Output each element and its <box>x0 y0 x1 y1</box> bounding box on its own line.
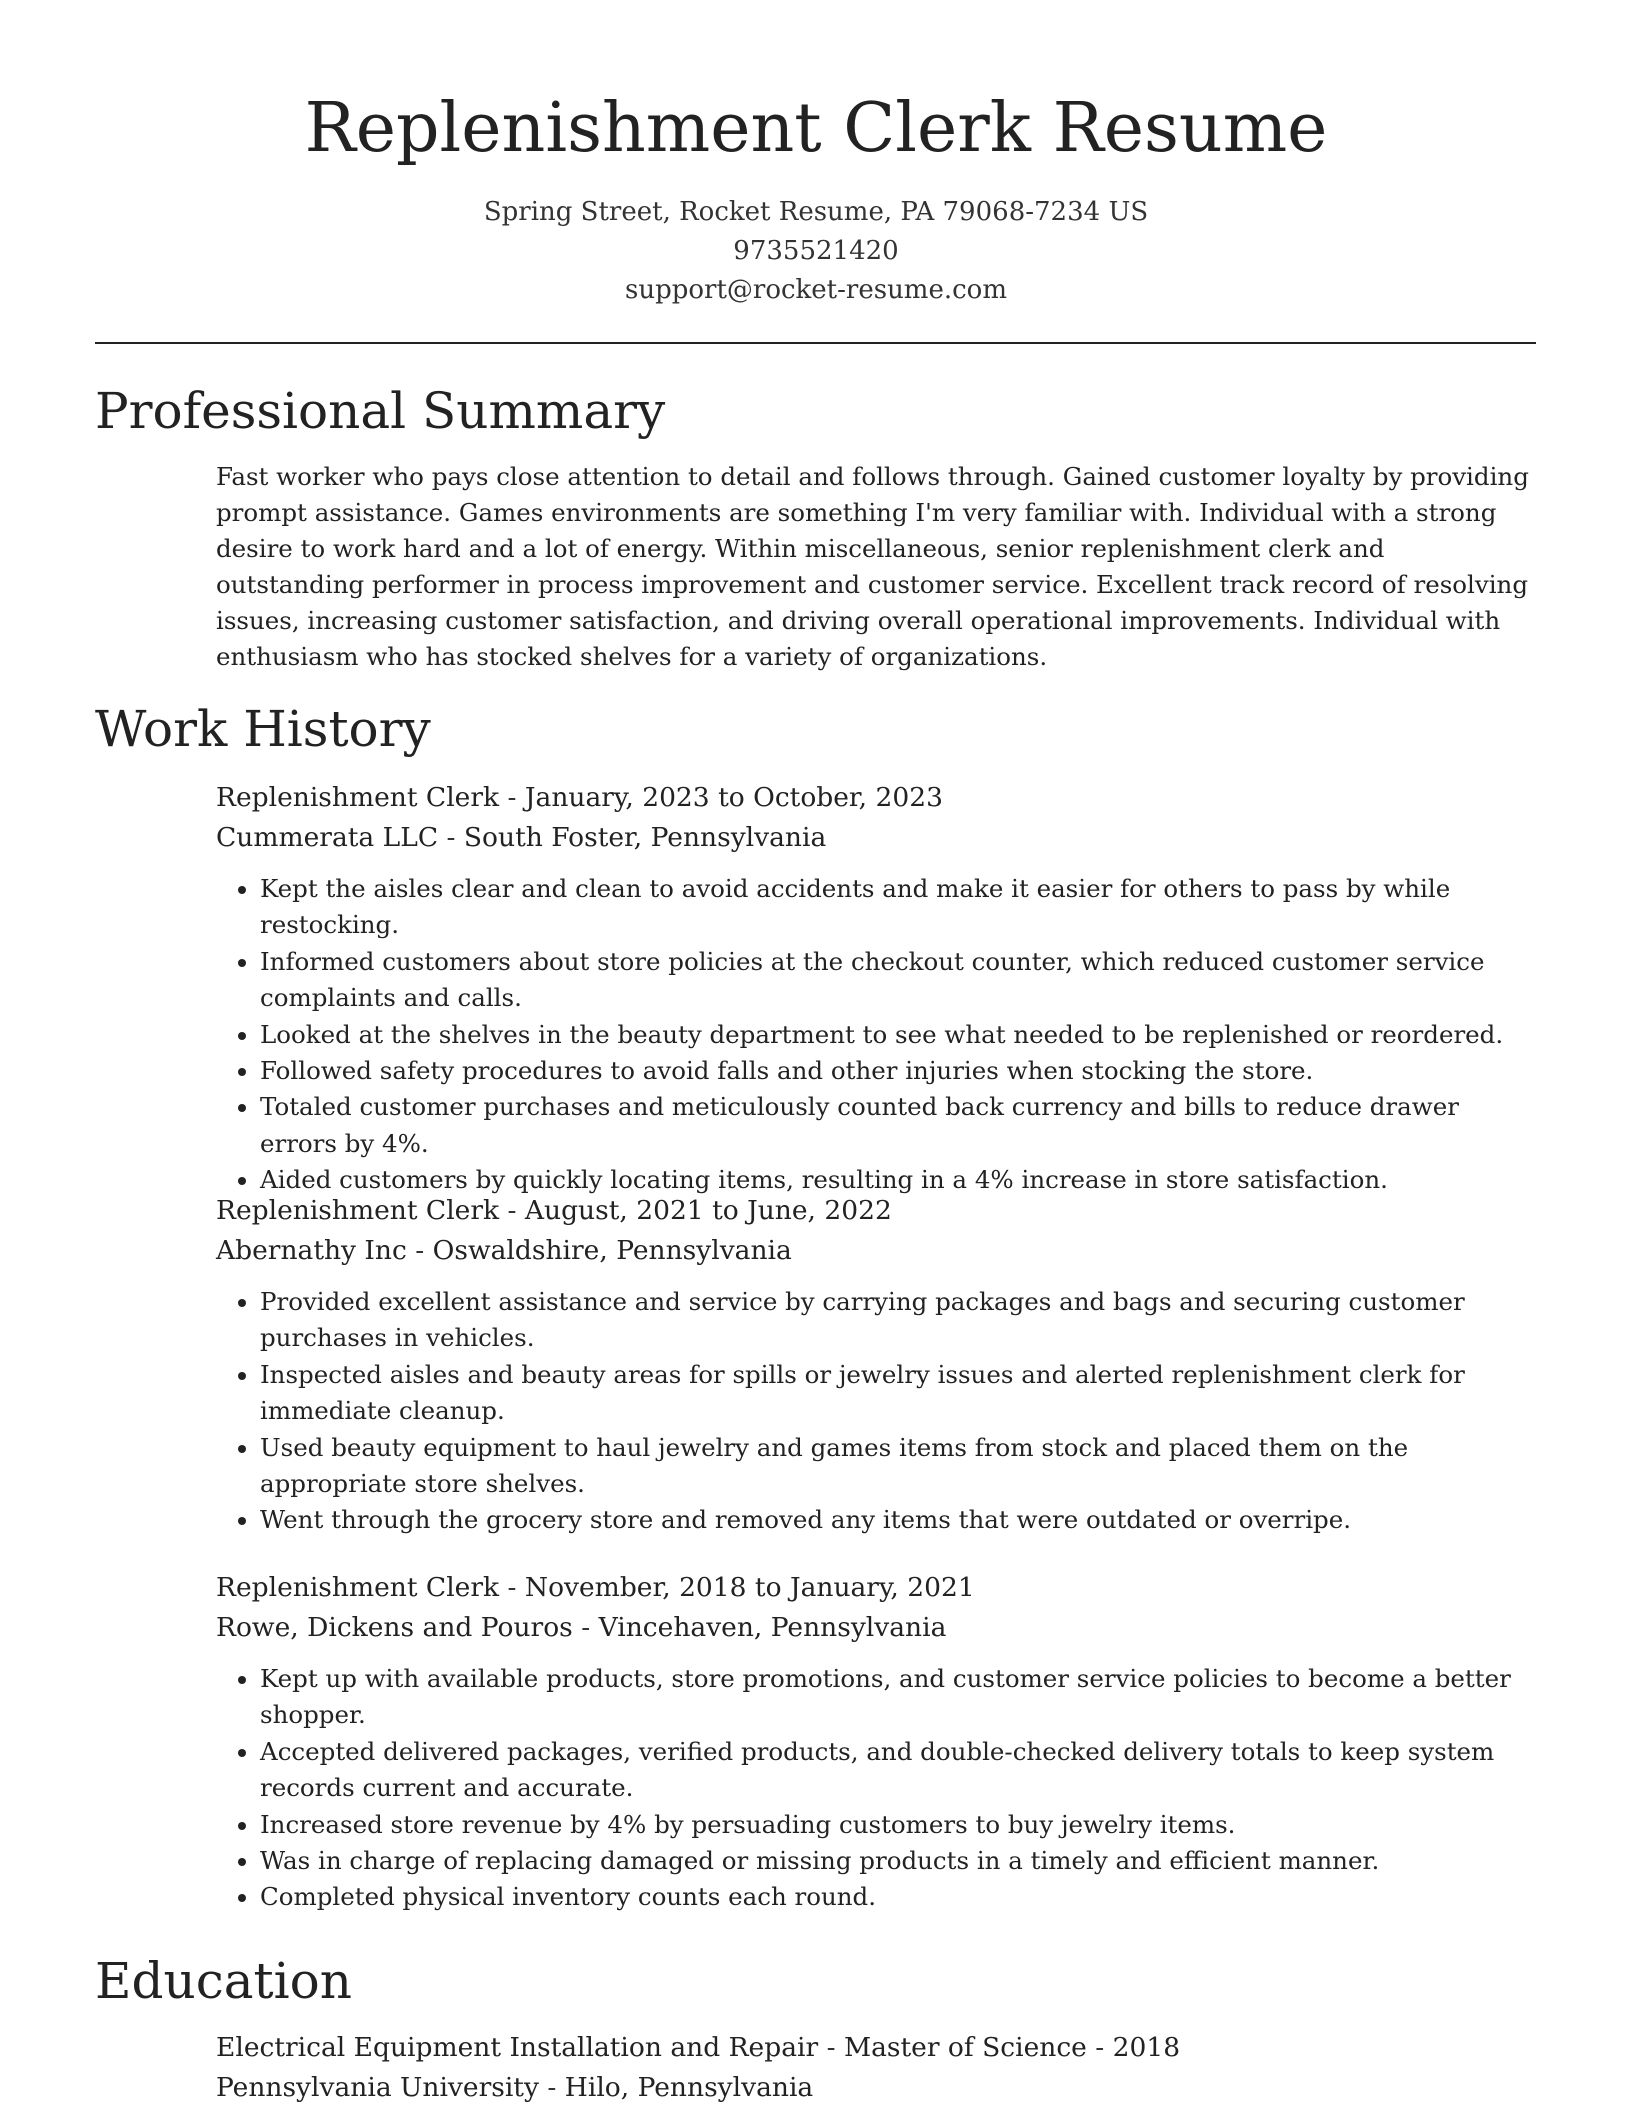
job-title-line <box>216 778 1536 818</box>
job-entry <box>216 778 1536 1199</box>
job-title-line <box>216 1568 1536 1608</box>
header-divider <box>95 342 1536 344</box>
summary-heading: Professional Summary <box>95 382 666 440</box>
degree-type: Master of Science <box>843 2032 1087 2063</box>
job-duties-list <box>216 1284 1536 1539</box>
job-dates: January, 2023 to October, 2023 <box>524 782 943 813</box>
school-location: Hilo, Pennsylvania <box>564 2071 814 2103</box>
list-item: • Completed physical inventory counts each round. <box>260 1879 1536 1915</box>
job-dates: November, 2018 to January, 2021 <box>524 1572 975 1603</box>
separator: - <box>1086 2032 1113 2063</box>
job-company-line <box>216 1608 1536 1648</box>
job-dates: August, 2021 to June, 2022 <box>524 1195 892 1226</box>
job-company: Cummerata LLC <box>216 821 439 853</box>
separator: - <box>499 782 525 813</box>
degree-year: 2018 <box>1112 2032 1181 2063</box>
job-company-line <box>216 818 1536 858</box>
list-item: • Kept the aisles clear and clean to avoid accidents and make it easier for others to pass by while restocking. <box>260 871 1536 944</box>
job-entry <box>216 1191 1536 1539</box>
list-item: • Was in charge of replacing damaged or missing products in a timely and efficient manner. <box>260 1843 1536 1879</box>
job-title-line <box>216 1191 1536 1231</box>
address: Spring Street, Rocket Resume, PA 79068-7234 US <box>483 197 1149 227</box>
separator: - <box>818 2032 844 2063</box>
education-heading: Education <box>95 1952 352 2010</box>
separator: - <box>438 821 464 853</box>
phone-number: 9735521420 <box>733 236 899 266</box>
degree-field: Electrical Equipment Installation and Repair <box>216 2032 819 2063</box>
job-location: South Foster, Pennsylvania <box>463 821 827 853</box>
separator: - <box>406 1234 433 1266</box>
job-company: Rowe, Dickens and Pouros <box>216 1611 573 1643</box>
education-entry <box>216 2028 1536 2107</box>
list-item: • Followed safety procedures to avoid falls and other injuries when stocking the store. <box>260 1053 1536 1089</box>
work-history-heading: Work History <box>95 700 431 758</box>
separator: - <box>572 1611 599 1643</box>
list-item: • Kept up with available products, store promotions, and customer service policies to become a better shopper. <box>260 1661 1536 1734</box>
list-item: • Aided customers by quickly locating items, resulting in a 4% increase in store satisfaction. <box>260 1162 1536 1198</box>
job-role: Replenishment Clerk <box>216 1572 500 1603</box>
list-item: • Inspected aisles and beauty areas for spills or jewelry issues and alerted replenishment clerk for immediate cleanup. <box>260 1357 1536 1430</box>
list-item: • Went through the grocery store and removed any items that were outdated or overripe. <box>260 1502 1536 1538</box>
job-company: Abernathy Inc <box>216 1234 407 1266</box>
job-duties-list <box>216 1661 1536 1916</box>
summary-text: Fast worker who pays close attention to detail and follows through. Gained customer loyalty by providing prompt assistance. Games environments are something I'm very familiar with. Individual with a strong desire to work hard and a lot of energy. Within miscellaneous, senior replenishment clerk and outstanding performer in process improvement and customer service. Excellent track record of resolving issues, increasing customer satisfaction, and driving overall operational improvements. Individual with enthusiasm who has stocked shelves for a variety of organizations. <box>216 462 1529 671</box>
school-line <box>216 2068 1536 2108</box>
list-item: • Totaled customer purchases and meticulously counted back currency and bills to reduce drawer errors by 4%. <box>260 1089 1536 1162</box>
list-item: • Used beauty equipment to haul jewelry and games items from stock and placed them on the appropriate store shelves. <box>260 1430 1536 1503</box>
job-role: Replenishment Clerk <box>216 1195 500 1226</box>
degree-line <box>216 2028 1536 2068</box>
list-item: • Accepted delivered packages, verified products, and double-checked delivery totals to keep system records current and accurate. <box>260 1734 1536 1807</box>
job-duties-list <box>216 871 1536 1199</box>
job-location: Oswaldshire, Pennsylvania <box>432 1234 792 1266</box>
list-item: • Looked at the shelves in the beauty department to see what needed to be replenished or reordered. <box>260 1017 1536 1053</box>
job-company-line <box>216 1231 1536 1271</box>
list-item: • Provided excellent assistance and service by carrying packages and bags and securing customer purchases in vehicles. <box>260 1284 1536 1357</box>
separator: - <box>499 1572 525 1603</box>
separator: - <box>538 2071 565 2103</box>
school-name: Pennsylvania University <box>216 2071 539 2103</box>
contact-info <box>0 193 1632 310</box>
job-location: Vincehaven, Pennsylvania <box>598 1611 947 1643</box>
job-role: Replenishment Clerk <box>216 782 500 813</box>
page-title: Replenishment Clerk Resume <box>304 89 1328 168</box>
email-address: support@rocket-resume.com <box>624 275 1007 305</box>
job-entry <box>216 1568 1536 1916</box>
resume-header <box>0 86 1632 310</box>
list-item: • Increased store revenue by 4% by persuading customers to buy jewelry items. <box>260 1807 1536 1843</box>
separator: - <box>499 1195 525 1226</box>
list-item: • Informed customers about store policies at the checkout counter, which reduced customer service complaints and calls. <box>260 944 1536 1017</box>
